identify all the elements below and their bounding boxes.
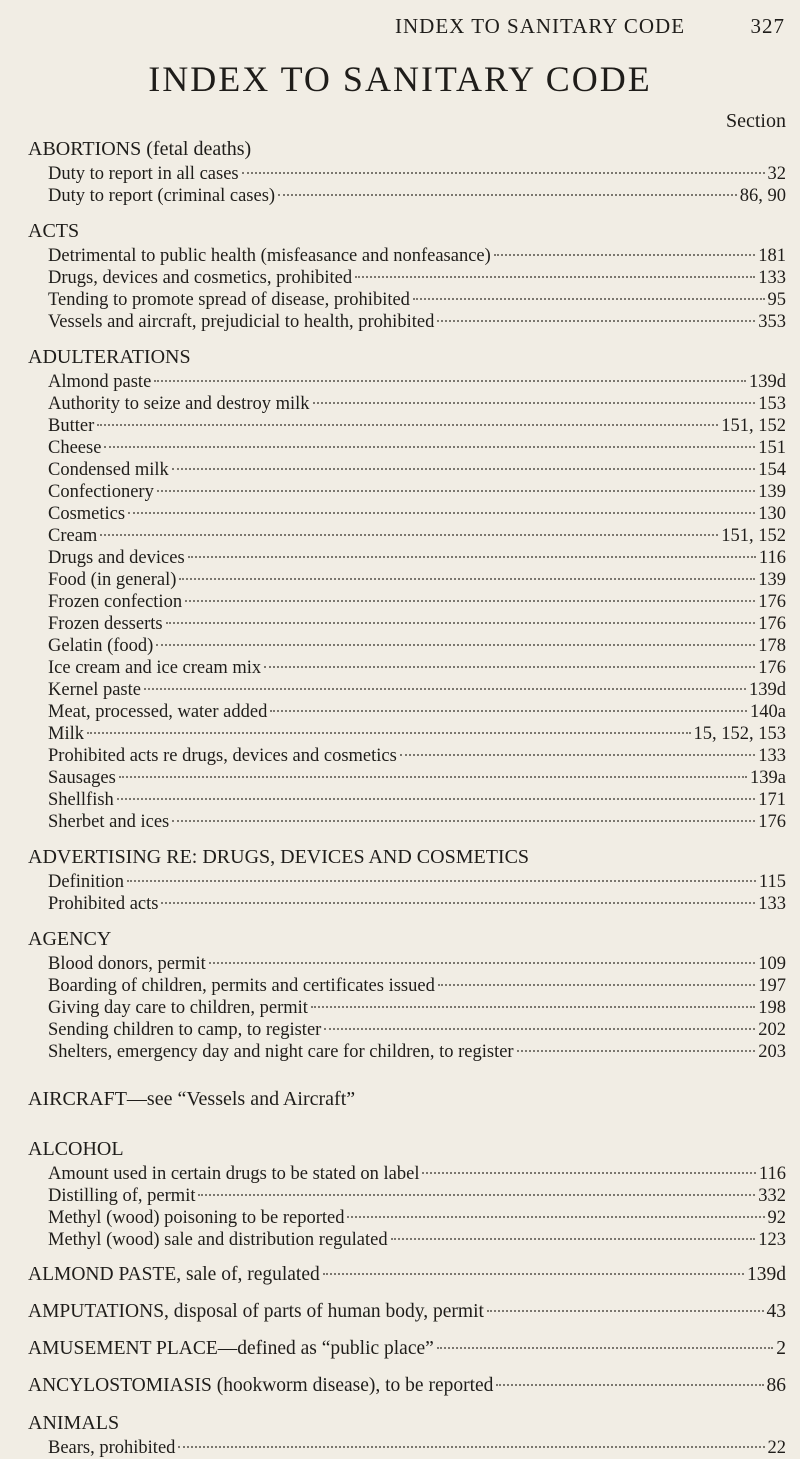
section-reference: 176 — [758, 812, 786, 832]
index-entry — [0, 767, 800, 789]
index-entry — [0, 569, 800, 591]
index-entry — [0, 163, 800, 185]
index-heading: ABORTIONS (fetal deaths) — [28, 138, 252, 160]
dot-leader — [209, 962, 755, 964]
entry-text: Gelatin (food) — [48, 636, 154, 656]
dot-leader — [188, 556, 756, 558]
index-heading: ACTS — [28, 220, 80, 242]
page-title: INDEX TO SANITARY CODE — [148, 59, 652, 99]
dot-leader — [391, 1238, 756, 1240]
entry-text: Cheese — [48, 438, 102, 458]
section-reference: 151, 152 — [721, 526, 786, 546]
index-entry — [0, 975, 800, 997]
dot-leader — [278, 194, 737, 196]
entry-text: Prohibited acts re drugs, devices and cosmetics — [48, 746, 397, 766]
section-reference: 176 — [758, 658, 786, 678]
animals-entries — [0, 1437, 800, 1459]
index-heading-alcohol: ALCOHOL — [28, 1138, 124, 1160]
index-entry — [0, 679, 800, 701]
index-entry — [0, 1335, 800, 1362]
section-reference: 176 — [758, 592, 786, 612]
index-entry — [0, 1261, 800, 1288]
dot-leader — [323, 1273, 744, 1275]
section-reference: 197 — [758, 976, 786, 996]
entry-text: Shelters, emergency day and night care for children, to register — [48, 1042, 514, 1062]
entry-text: Detrimental to public health (misfeasance and nonfeasance) — [48, 246, 491, 266]
index-entry — [0, 525, 800, 547]
page-number: 327 — [750, 14, 785, 38]
section-reference: 115 — [758, 872, 786, 892]
dot-leader — [347, 1216, 764, 1218]
section-reference: 139d — [747, 1264, 786, 1285]
top-level-entries — [0, 1261, 800, 1409]
index-entry — [0, 997, 800, 1019]
entry-text: Methyl (wood) sale and distribution regulated — [48, 1230, 388, 1250]
section-reference: 151 — [758, 438, 786, 458]
dot-leader — [104, 446, 755, 448]
dot-leader — [496, 1384, 763, 1386]
dot-leader — [178, 1446, 764, 1448]
section-reference: 95 — [767, 290, 786, 310]
section-reference: 181 — [758, 246, 786, 266]
dot-leader — [400, 754, 755, 756]
index-entry — [0, 371, 800, 393]
index-heading: ADVERTISING RE: DRUGS, DEVICES AND COSMETICS — [28, 846, 530, 868]
section-reference: 123 — [758, 1230, 786, 1250]
dot-leader — [313, 402, 756, 404]
dot-leader — [144, 688, 746, 690]
entry-text: Cream — [48, 526, 98, 546]
section-reference: 2 — [776, 1338, 786, 1359]
index-heading: AGENCY — [28, 928, 112, 950]
section-reference: 86, 90 — [739, 186, 786, 206]
entry-text: Blood donors, permit — [48, 954, 206, 974]
dot-leader — [119, 776, 747, 778]
index-entry — [0, 289, 800, 311]
dot-leader — [517, 1050, 756, 1052]
section-reference: 353 — [758, 312, 786, 332]
index-entry — [0, 1437, 800, 1459]
dot-leader — [157, 490, 755, 492]
index-entry — [0, 871, 800, 893]
entry-text: Drugs, devices and cosmetics, prohibited — [48, 268, 353, 288]
index-entry — [0, 547, 800, 569]
section-reference: 92 — [767, 1208, 786, 1228]
section-reference: 139 — [758, 570, 786, 590]
entry-text: Frozen confection — [48, 592, 183, 612]
section-reference: 139d — [749, 372, 786, 392]
entry-text: Shellfish — [48, 790, 114, 810]
entry-text: Sending children to camp, to register — [48, 1020, 322, 1040]
running-head — [395, 14, 785, 39]
section-reference: 176 — [758, 614, 786, 634]
entry-text: Food (in general) — [48, 570, 177, 590]
section-reference: 198 — [758, 998, 786, 1018]
entry-text: ANCYLOSTOMIASIS (hookworm disease), to be reported — [28, 1375, 494, 1396]
index-groups — [0, 135, 800, 1063]
dot-leader — [494, 254, 755, 256]
entry-text: Confectionery — [48, 482, 154, 502]
index-entry — [0, 893, 800, 915]
section-reference: 116 — [758, 1164, 786, 1184]
section-reference: 202 — [758, 1020, 786, 1040]
section-reference: 154 — [758, 460, 786, 480]
index-entry — [0, 1229, 800, 1251]
index-entry — [0, 393, 800, 415]
dot-leader — [438, 984, 755, 986]
entry-text: Amount used in certain drugs to be stated on label — [48, 1164, 420, 1184]
index-entry — [0, 267, 800, 289]
index-entry — [0, 591, 800, 613]
entry-text: Kernel paste — [48, 680, 141, 700]
section-reference: 153 — [758, 394, 786, 414]
section-reference: 86 — [766, 1375, 786, 1396]
dot-leader — [324, 1028, 755, 1030]
dot-leader — [487, 1310, 764, 1312]
section-reference: 133 — [758, 894, 786, 914]
dot-leader — [179, 578, 755, 580]
entry-text: Definition — [48, 872, 125, 892]
index-entry — [0, 1298, 800, 1325]
entry-text: Milk — [48, 724, 84, 744]
index-entry — [0, 1163, 800, 1185]
dot-leader — [437, 1347, 773, 1349]
dot-leader — [198, 1194, 755, 1196]
index-entry — [0, 1041, 800, 1063]
section-reference: 133 — [758, 746, 786, 766]
index-entry — [0, 811, 800, 833]
entry-text: Tending to promote spread of disease, prohibited — [48, 290, 410, 310]
entry-text: Drugs and devices — [48, 548, 185, 568]
section-reference: 139a — [750, 768, 786, 788]
section-reference: 332 — [758, 1186, 786, 1206]
entry-text: Duty to report in all cases — [48, 164, 239, 184]
index-entry — [0, 311, 800, 333]
entry-text: Sherbet and ices — [48, 812, 170, 832]
dot-leader — [413, 298, 765, 300]
index-entry — [0, 1372, 800, 1399]
section-reference: 130 — [758, 504, 786, 524]
section-reference: 109 — [758, 954, 786, 974]
section-reference: 139d — [749, 680, 786, 700]
entry-text: Giving day care to children, permit — [48, 998, 308, 1018]
dot-leader — [161, 902, 755, 904]
dot-leader — [128, 512, 755, 514]
index-entry — [0, 701, 800, 723]
dot-leader — [242, 172, 765, 174]
entry-text: Vessels and aircraft, prejudicial to health, prohibited — [48, 312, 435, 332]
dot-leader — [154, 380, 746, 382]
index-entry — [0, 745, 800, 767]
section-reference: 178 — [758, 636, 786, 656]
index-entry — [0, 723, 800, 745]
dot-leader — [311, 1006, 755, 1008]
dot-leader — [117, 798, 755, 800]
entry-text: Meat, processed, water added — [48, 702, 268, 722]
index-heading: ADULTERATIONS — [28, 346, 191, 368]
dot-leader — [100, 534, 718, 536]
index-entry — [0, 437, 800, 459]
section-column-label: Section — [726, 110, 786, 132]
entry-text: Bears, prohibited — [48, 1438, 176, 1458]
dot-leader — [166, 622, 756, 624]
dot-leader — [270, 710, 747, 712]
alcohol-entries — [0, 1163, 800, 1251]
dot-leader — [355, 276, 755, 278]
section-reference: 32 — [767, 164, 786, 184]
dot-leader — [156, 644, 755, 646]
dot-leader — [422, 1172, 755, 1174]
section-reference: 140a — [750, 702, 786, 722]
section-reference: 116 — [758, 548, 786, 568]
section-reference: 171 — [758, 790, 786, 810]
dot-leader — [127, 880, 756, 882]
entry-text: Duty to report (criminal cases) — [48, 186, 276, 206]
section-reference: 43 — [766, 1301, 786, 1322]
entry-text: Frozen desserts — [48, 614, 163, 634]
index-entry — [0, 503, 800, 525]
entry-text: Authority to seize and destroy milk — [48, 394, 310, 414]
entry-text: AMUSEMENT PLACE—defined as “public place” — [28, 1338, 434, 1359]
index-entry — [0, 953, 800, 975]
index-entry — [0, 245, 800, 267]
running-title: INDEX TO SANITARY CODE — [395, 14, 686, 38]
entry-text: Boarding of children, permits and certificates issued — [48, 976, 435, 996]
dot-leader — [264, 666, 755, 668]
index-entry — [0, 613, 800, 635]
index-list — [0, 135, 800, 1459]
section-reference: 133 — [758, 268, 786, 288]
section-reference: 15, 152, 153 — [693, 724, 786, 744]
cross-reference-aircraft: AIRCRAFT—see “Vessels and Aircraft” — [28, 1088, 356, 1110]
dot-leader — [97, 424, 718, 426]
dot-leader — [172, 820, 755, 822]
section-reference: 151, 152 — [721, 416, 786, 436]
dot-leader — [87, 732, 691, 734]
entry-text: AMPUTATIONS, disposal of parts of human body, permit — [28, 1301, 484, 1322]
entry-text: Butter — [48, 416, 95, 436]
index-entry — [0, 1019, 800, 1041]
entry-text: Ice cream and ice cream mix — [48, 658, 262, 678]
entry-text: Methyl (wood) poisoning to be reported — [48, 1208, 345, 1228]
entry-text: Condensed milk — [48, 460, 169, 480]
section-reference: 139 — [758, 482, 786, 502]
section-reference: 203 — [758, 1042, 786, 1062]
entry-text: Sausages — [48, 768, 116, 788]
index-heading-animals: ANIMALS — [28, 1412, 120, 1434]
index-entry — [0, 1207, 800, 1229]
index-entry — [0, 1185, 800, 1207]
dot-leader — [172, 468, 755, 470]
index-entry — [0, 185, 800, 207]
index-entry — [0, 459, 800, 481]
index-entry — [0, 789, 800, 811]
index-entry — [0, 635, 800, 657]
index-entry — [0, 481, 800, 503]
entry-text: ALMOND PASTE, sale of, regulated — [28, 1264, 320, 1285]
dot-leader — [185, 600, 755, 602]
entry-text: Almond paste — [48, 372, 152, 392]
section-reference: 22 — [767, 1438, 786, 1458]
index-entry — [0, 657, 800, 679]
entry-text: Distilling of, permit — [48, 1186, 196, 1206]
entry-text: Cosmetics — [48, 504, 126, 524]
entry-text: Prohibited acts — [48, 894, 159, 914]
dot-leader — [437, 320, 755, 322]
index-entry — [0, 415, 800, 437]
